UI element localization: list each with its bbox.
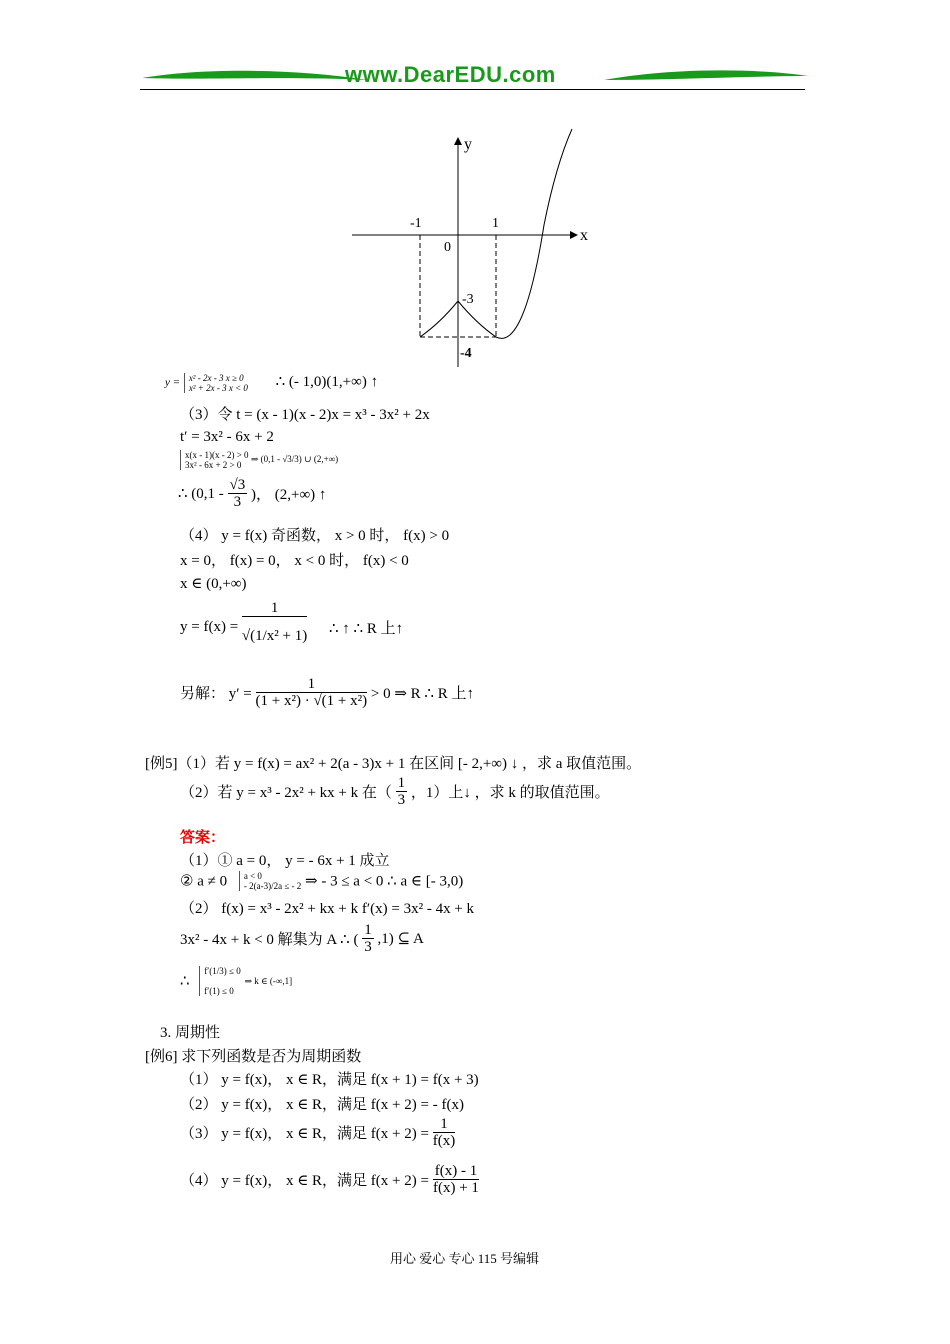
line-4: t′ = 3x² - 6x + 2 <box>180 429 274 445</box>
section-title: 3. 周期性 <box>160 1025 221 1041</box>
x-axis-label: x <box>580 227 588 244</box>
line-10: y = f(x) = $\frac{1}{\text{√(1/x² + 1)}}$ ∴ ↑ ∴ R 上↑ <box>180 600 404 644</box>
line-piecewise: y = x² - 2x - 3 x ≥ 0 x² + 2x - 3 x < 0 ∴ (- 1,0)(1,+∞) ↑ <box>165 372 379 393</box>
footer: 用心 爱心 专心 115 号编辑 <box>390 1251 540 1266</box>
header-rule <box>140 89 805 90</box>
ex6-item-3: （3） y = f(x)， x ∈ R，满足 f(x + 2) = $\frac{1}{f(x)}$ <box>180 1116 456 1149</box>
ex5-q1: [例5]（1）若 y = f(x) = ax² + 2(a - 3)x + 1 在区间 [- 2,+∞) ↓ ，求 a 取值范围。 <box>145 756 642 772</box>
line-9: x ∈ (0,+∞) <box>180 576 247 592</box>
ex5-q2: （2）若 y = x³ - 2x² + kx + k 在（ $\frac{1}{3}$ ，1）上↓ ，求 k 的取值范围。 <box>180 775 610 808</box>
answer-3: （2） f(x) = x³ - 2x² + kx + k f′(x) = 3x² - 4x + k <box>180 901 475 917</box>
piecewise-cases: x² - 2x - 3 x ≥ 0 x² + 2x - 3 x < 0 <box>184 373 248 393</box>
line-7: （4） y = f(x) 奇函数， x > 0 时， f(x) > 0 <box>180 528 450 544</box>
val-neg3: -3 <box>462 292 474 307</box>
ex6-title: [例6] 求下列函数是否为周期函数 <box>145 1049 362 1065</box>
header-banner <box>140 58 810 94</box>
val-neg4: -4 <box>460 346 472 361</box>
answer-4: 3x² - 4x + k < 0 解集为 A ∴ ( $\frac{1}{3}$ ,1) ⊆ A <box>180 922 424 955</box>
line-3: （3）令 t = (x - 1)(x - 2)x = x³ - 3x² + 2x <box>180 407 430 423</box>
answer-2: ② a ≠ 0 a < 0 - 2(a-3)/2a ≤ - 2 ⇒ - 3 ≤ a < 0 ∴ a ∈ [- 3,0) <box>180 871 464 891</box>
tick-1: 1 <box>492 216 499 231</box>
tick-neg1: -1 <box>410 216 422 231</box>
answer-5: ∴ f′(1/3) ≤ 0 f′(1) ≤ 0 ⇒ k ∈ (-∞,1] <box>180 966 293 996</box>
line-11: 另解： y′ = $\frac{1}{\text{(1 + x²) · √(1 + x²)}}$ > 0 ⇒ R ∴ R 上↑ <box>180 676 474 709</box>
function-graph <box>340 125 600 375</box>
y-axis-label: y <box>464 136 472 153</box>
origin-label: 0 <box>444 240 451 255</box>
line-6: ∴ (0,1 - $\frac{√3}{3}$ )， (2,+∞) ↑ <box>178 477 327 510</box>
answer-1: （1）① a = 0， y = - 6x + 1 成立 <box>180 853 390 869</box>
answer-label: 答案： <box>180 830 226 846</box>
line-5: x(x - 1)(x - 2) > 0 3x² - 6x + 2 > 0 ⇒ (0,1 - √3/3) ∪ (2,+∞) <box>180 450 338 470</box>
ex6-item-4: （4） y = f(x)， x ∈ R，满足 f(x + 2) = $\frac{f(x) - 1}{f(x) + 1}$ <box>180 1163 479 1196</box>
ex6-item-2: （2） y = f(x)， x ∈ R，满足 f(x + 2) = - f(x) <box>180 1097 464 1113</box>
ex6-item-1: （1） y = f(x)， x ∈ R，满足 f(x + 1) = f(x + 3) <box>180 1072 479 1088</box>
header-site-name[interactable]: www.DearEDU.com <box>345 62 556 87</box>
header-swoosh-right <box>602 66 810 90</box>
curve <box>420 129 572 338</box>
header-swoosh-left <box>140 66 370 90</box>
line-8: x = 0， f(x) = 0， x < 0 时， f(x) < 0 <box>180 553 409 569</box>
